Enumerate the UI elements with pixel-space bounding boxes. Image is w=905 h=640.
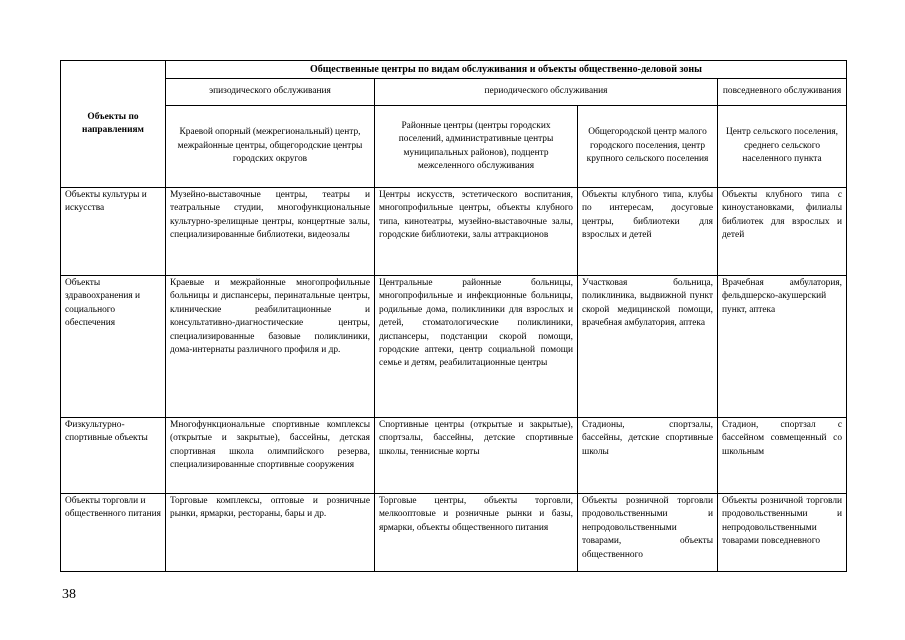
table-row	[61, 494, 847, 572]
table-cell: Участковая больница, поликлиника, выдвижной пункт скорой медицинской помощи, врачебная амбулатория, аптека	[578, 276, 718, 418]
row-label: Объекты культуры и искусства	[61, 188, 166, 276]
table-cell: Центральные районные больницы, многопрофильные и инфекционные больницы, родильные дома, поликлиники для взрослых и детей, стоматологические поликлиники, диспансеры, подстанции скорой помощи, городские аптеки, центр социальной помощи семье и детям, реабилитационные центры	[375, 276, 578, 418]
table-cell: Музейно-выставочные центры, театры и театральные студии, многофункциональные культурно-зрелищные центры, концертные залы, специализированные библиотеки, видеозалы	[166, 188, 375, 276]
header-col5: Центр сельского поселения, среднего сельского населенного пункта	[718, 106, 847, 188]
header-col3: Районные центры (центры городских поселений, административные центры муниципальных районов), подцентр межселенного обслуживания	[375, 106, 578, 188]
header-daily: повседневного обслуживания	[718, 79, 847, 106]
header-title: Общественные центры по видам обслуживания и объекты общественно-деловой зоны	[166, 61, 847, 79]
header-episodic: эпизодического обслуживания	[166, 79, 375, 106]
table-cell: Объекты розничной торговли продовольственными и непродовольственными товарами, объекты общественного	[578, 494, 718, 572]
header-objects-by-direction: Объекты по направлениям	[61, 61, 166, 188]
row-label: Объекты торговли и общественного питания	[61, 494, 166, 572]
table-cell: Объекты клубного типа, клубы по интересам, досуговые центры, библиотеки для взрослых и детей	[578, 188, 718, 276]
table-cell: Врачебная амбулатория, фельдшерско-акушерский пункт, аптека	[718, 276, 847, 418]
table-row	[61, 418, 847, 494]
table-row	[61, 276, 847, 418]
table-cell: Краевые и межрайонные многопрофильные больницы и диспансеры, перинатальные центры, клинические реабилитационные и консультативно-диагностические центры, специализированные базовые поликлиники, дома-интернаты различного профиля и др.	[166, 276, 375, 418]
row-label: Физкультурно-спортивные объекты	[61, 418, 166, 494]
table-cell: Спортивные центры (открытые и закрытые), спортзалы, бассейны, детские спортивные школы, теннисные корты	[375, 418, 578, 494]
table-cell: Торговые центры, объекты торговли, мелкооптовые и розничные рынки и базы, ярмарки, объекты общественного питания	[375, 494, 578, 572]
table-row	[61, 188, 847, 276]
planning-table	[60, 60, 847, 572]
header-col4: Общегородской центр малого городского поселения, центр крупного сельского поселения	[578, 106, 718, 188]
table-cell: Центры искусств, эстетического воспитания, многопрофильные центры, объекты клубного типа, кинотеатры, музейно-выставочные залы, городские библиотеки, залы аттракционов	[375, 188, 578, 276]
page-number: 38	[62, 587, 76, 602]
table-cell: Объекты клубного типа с киноустановками, филиалы библиотек для взрослых и детей	[718, 188, 847, 276]
table-cell: Стадион, спортзал с бассейном совмещенный со школьным	[718, 418, 847, 494]
row-label: Объекты здравоохранения и социального обеспечения	[61, 276, 166, 418]
table-cell: Стадионы, спортзалы, бассейны, детские спортивные школы	[578, 418, 718, 494]
header-col2: Краевой опорный (межрегиональный) центр, межрайонные центры, общегородские центры городских округов	[166, 106, 375, 188]
header-periodic: периодического обслуживания	[375, 79, 718, 106]
table-cell: Торговые комплексы, оптовые и розничные рынки, ярмарки, рестораны, бары и др.	[166, 494, 375, 572]
table-cell: Многофункциональные спортивные комплексы (открытые и закрытые), бассейны, детская спортивная школа олимпийского резерва, специализированные спортивные сооружения	[166, 418, 375, 494]
table-cell: Объекты розничной торговли продовольственными и непродовольственными товарами повседневного	[718, 494, 847, 572]
